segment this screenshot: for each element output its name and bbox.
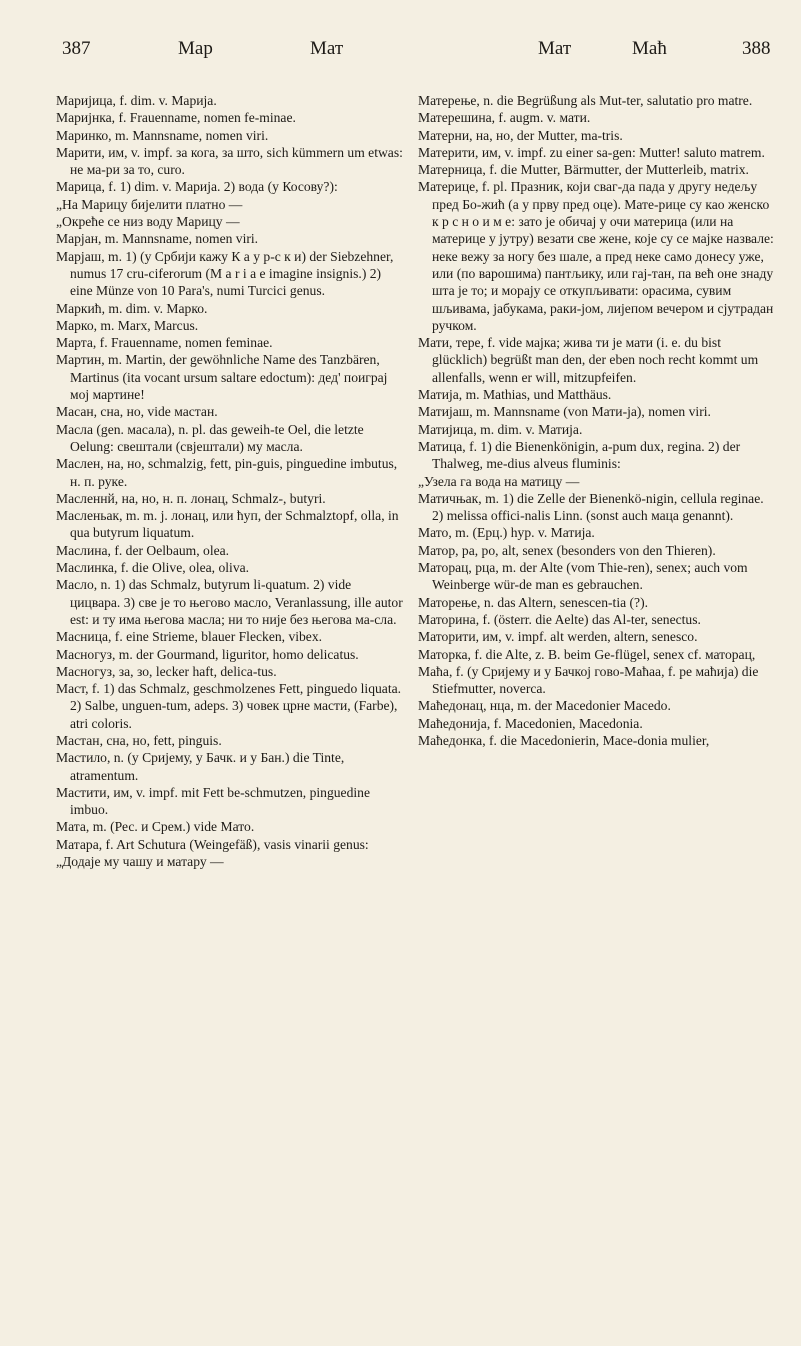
dictionary-entry: Мастило, n. (у Сријему, у Бачк. и у Бан.) die Tinte, atramentum. xyxy=(56,750,345,783)
dictionary-entry: Маслина, f. der Oelbaum, olea. xyxy=(56,542,230,558)
dictionary-entry: Мата, m. (Рес. и Срем.) vide Мато. xyxy=(56,819,255,835)
dictionary-entry: Материти, им, v. impf. zu einer sa-gen: Mutter! saluto matrem. xyxy=(418,144,765,160)
page-header xyxy=(60,38,780,66)
guide-word-left-1: Мар xyxy=(178,38,213,59)
dictionary-entry: Масногуз, m. der Gourmand, liguritor, homo delicatus. xyxy=(56,646,359,662)
dictionary-entry: „Узела га вода на матицу — xyxy=(418,473,580,489)
dictionary-entry: Маторити, им, v. impf. alt werden, altern, senesco. xyxy=(418,629,698,645)
dictionary-entry: Матица, f. 1) die Bienenkönigin, a-pum dux, regina. 2) der Thalweg, me-dius alveus fluminis: xyxy=(418,438,741,472)
dictionary-entry: Марити, им, v. impf. за кога, за што, sich kümmern um etwas: не ма-ри за то, curo. xyxy=(56,144,403,178)
dictionary-entry: Масла (gen. масала), n. pl. das geweih-te Oel, die letzte Oelung: свештали (свјештали) му масла. xyxy=(56,421,364,454)
dictionary-entry: Марјаш, m. 1) (у Србији кажу К а у р-с к и) der Siebzehner, numus 17 cru-ciferorum (M a r i a e imagine insignis.) 2) eine Münze von 10 Para's, numi Turcici genus. xyxy=(56,248,394,299)
dictionary-entry: Матерница, f. die Mutter, Bärmutter, der Mutterleib, matrix. xyxy=(418,162,749,178)
right-column xyxy=(418,92,776,749)
dictionary-entry: Маћедонка, f. die Macedonierin, Mace-donia mulier, xyxy=(418,732,710,748)
dictionary-entry: Марта, f. Frauenname, nomen feminae. xyxy=(56,335,273,351)
dictionary-entry: Мати, тере, f. vide мајка; жива ти је мати (i. e. du bist glücklich) begrüßt man den, der eben noch recht kommt um allenfalls, wenn er will, mitzupfeifen. xyxy=(418,335,759,385)
dictionary-entry: Маторење, n. das Altern, senescen-tia (?). xyxy=(418,594,649,610)
page-number-right: 388 xyxy=(742,38,771,59)
dictionary-entry: Маријнка, f. Frauenname, nomen fe-minae. xyxy=(56,110,296,126)
dictionary-entry: Маторац, рца, m. der Alte (vom Thie-ren), senex; auch vom Weinberge wür-de man es gebrauchen. xyxy=(418,560,748,593)
page-number-left: 387 xyxy=(62,38,91,59)
dictionary-entry: Маринко, m. Mannsname, nomen viri. xyxy=(56,127,269,143)
guide-word-left-2: Мат xyxy=(310,38,344,59)
dictionary-entry: Маторина, f. (österr. die Aelte) das Al-ter, senectus. xyxy=(418,611,701,627)
dictionary-entry: Материце, f. pl. Празник, који сваг-да пада у другу недељу пред Бо-жић (а у прву пред оце). Мате-рице су као женско к р с н о и м е: зато је обичај у очи материца (или на материце у јутру) везати све жене, које су се мајке назвале: неке вежу за ногу без шале, а пред неке само донесу уже, или (по варошима) пантљику, или гај-тан, па већ оне знаду шта је то; и морају се откупљивати: орасима, сувим шљивама, јабукама, раки-јом, лијепом вечером и сјутрадан ручком. xyxy=(418,179,774,333)
dictionary-entry: Мато, m. (Ерц.) hyp. v. Матија. xyxy=(418,525,595,541)
dictionary-entry: Мастан, сна, но, fett, pinguis. xyxy=(56,732,222,748)
dictionary-entry: Матијица, m. dim. v. Матија. xyxy=(418,421,583,437)
dictionary-entry: Маћедонија, f. Macedonien, Macedonia. xyxy=(418,715,643,731)
dictionary-entry: Маслинка, f. die Olive, olea, oliva. xyxy=(56,560,250,576)
dictionary-entry: Масногуз, за, зо, lecker haft, delica-tus. xyxy=(56,663,277,679)
dictionary-entry: Маћа, f. (у Сријему и у Бачкој гово-Маћаа, f. ре маћија) die Stiefmutter, noverca. xyxy=(418,663,759,697)
dictionary-entry: Матерење, n. die Begrüßung als Mut-ter, salutatio pro matre. xyxy=(418,93,753,108)
dictionary-entry: Масница, f. eine Strieme, blauer Flecken, vibex. xyxy=(56,629,323,645)
dictionary-entry: Масленьак, m. m. j. лонац, или ћуп, der Schmalztopf, olla, in qua butyrum liquatum. xyxy=(56,508,399,541)
dictionary-entry: Марица, f. 1) dim. v. Марија. 2) вода (у Косову?): xyxy=(56,179,338,195)
dictionary-entry: Маст, f. 1) das Schmalz, geschmolzenes Fett, pinguedo liquata. 2) Salbe, unguen-tum, adeps. 3) човек црне масти, (Farbe), atri coloris. xyxy=(56,681,402,731)
dictionary-entry: Матор, ра, ро, alt, senex (besonders von den Thieren). xyxy=(418,542,716,558)
dictionary-entry: Матија, m. Mathias, und Matthäus. xyxy=(418,387,612,403)
dictionary-entry: Матичњак, m. 1) die Zelle der Bienenkö-nigin, cellula reginae. 2) melissa offici-nalis Linn. (sonst auch маца genannt). xyxy=(418,490,764,524)
dictionary-entry: „Окреће се низ воду Марицу — xyxy=(56,214,240,230)
dictionary-entry: Маркић, m. dim. v. Марко. xyxy=(56,300,208,316)
dictionary-entry: Мастити, им, v. impf. mit Fett be-schmutzen, pinguedine imbuo. xyxy=(56,784,370,818)
dictionary-entry: Марјан, m. Mannsname, nomen viri. xyxy=(56,231,259,247)
dictionary-entry: Маћедонац, нца, m. der Macedonier Macedo. xyxy=(418,698,671,714)
dictionary-entry: Мартин, m. Martin, der gewöhnliche Name des Tanzbären, Martinus (ita vocant ursum saltare edoctum): дед' поиграј мој мартине! xyxy=(56,352,388,403)
left-column xyxy=(56,92,404,870)
dictionary-entry: Марко, m. Marx, Marcus. xyxy=(56,317,199,333)
dictionary-entry: Матара, f. Art Schutura (Weingefäß), vasis vinarii genus: xyxy=(56,836,369,852)
dictionary-entry: Матерни, на, но, der Mutter, ma-tris. xyxy=(418,127,623,143)
dictionary-entry: Матерешина, f. augm. v. мати. xyxy=(418,110,591,126)
dictionary-entry: Матијаш, m. Mannsname (von Мати-ја), nomen viri. xyxy=(418,404,711,420)
dictionary-entry: Маслен, на, но, schmalzig, fett, pin-guis, pinguedine imbutus, н. п. руке. xyxy=(56,456,398,489)
dictionary-entry: „Додаје му чашу и матару — xyxy=(56,854,224,870)
dictionary-entry: Масан, сна, но, vide мастан. xyxy=(56,404,218,420)
dictionary-entry: Масло, n. 1) das Schmalz, butyrum li-quatum. 2) vide цицвара. 3) све је то његово масло, Veranlassung, ille autor est: и ту има његова масла; ни то није без његова ма-сла. xyxy=(56,577,403,627)
guide-word-right-2: Маћ xyxy=(632,38,667,59)
guide-word-right-1: Мат xyxy=(538,38,572,59)
dictionary-entry: Маторка, f. die Alte, z. B. beim Ge-flügel, senex cf. маторац, xyxy=(418,646,756,662)
dictionary-entry: „На Марицу бијелити платно — xyxy=(56,196,243,212)
dictionary-entry: Маријица, f. dim. v. Марија. xyxy=(56,93,217,108)
dictionary-entry: Масленнй, на, но, н. п. лонац, Schmalz-, butyri. xyxy=(56,490,326,506)
